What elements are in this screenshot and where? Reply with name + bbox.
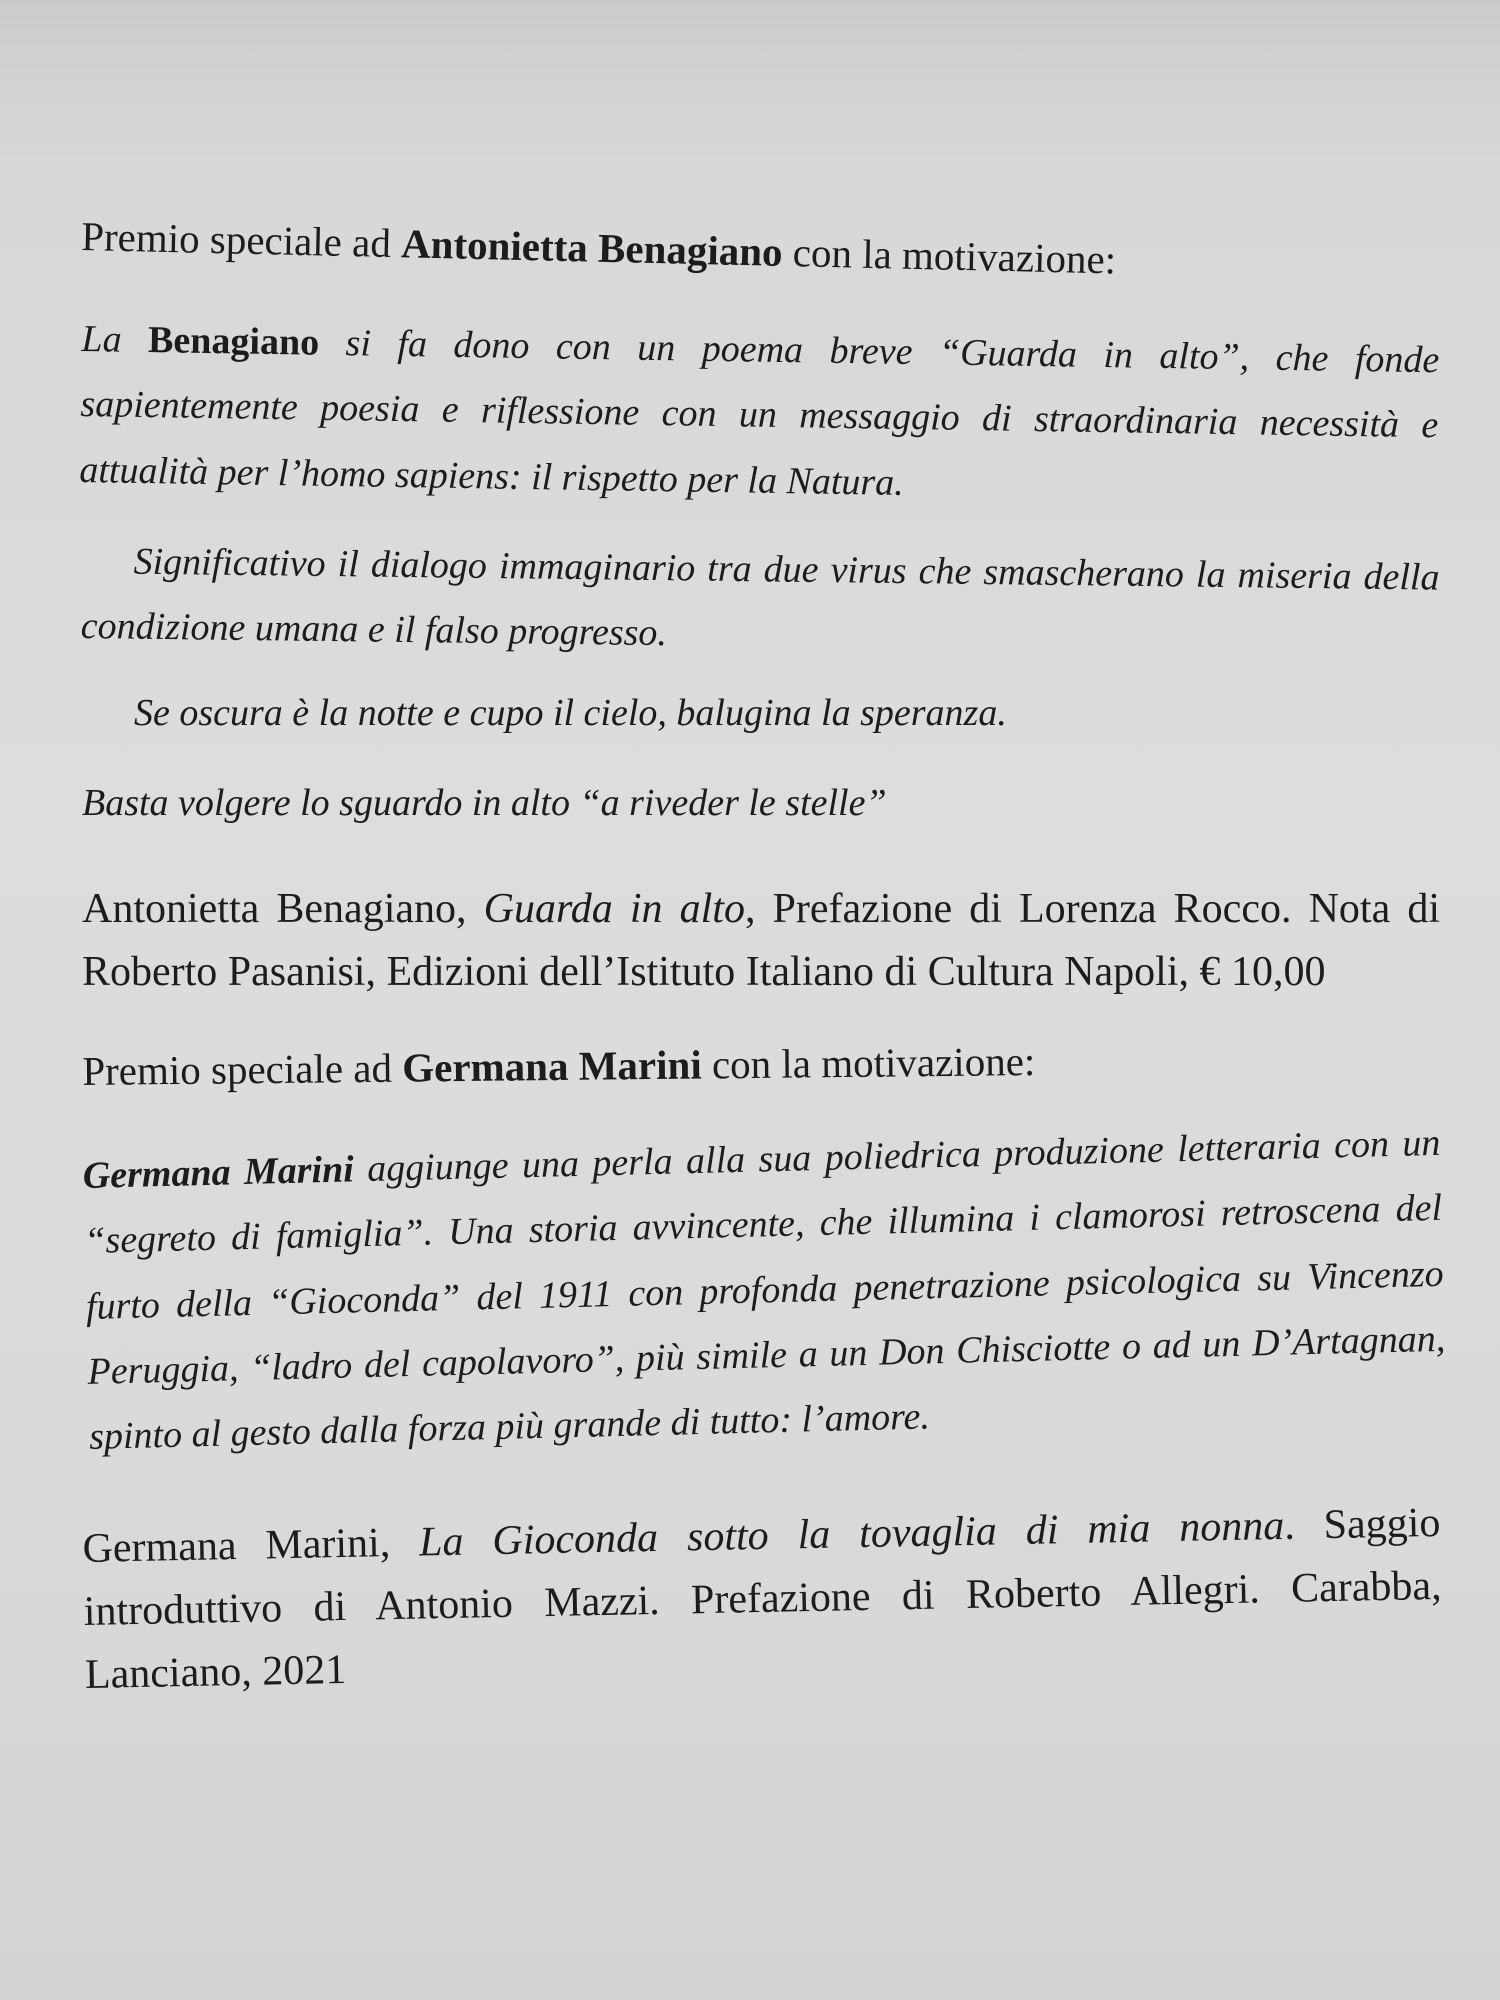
motivation-name: Benagiano — [147, 318, 320, 364]
award-suffix: con la motivazione: — [701, 1038, 1036, 1088]
motivation-paragraph: Basta volgere lo sguardo in alto “a riveder le stelle” — [82, 781, 887, 824]
award-prefix: Premio speciale ad — [80, 212, 402, 267]
credit-title: Guarda in alto — [483, 886, 745, 933]
motivation-text: si fa dono con un poema breve “Guarda in alto”, che fonde sapientemente poesia e riflessione con un messaggio di straordinaria necessità e attualità per l’homo sapiens: il rispetto per la Natura. — [79, 321, 1440, 504]
award-suffix: con la motivazione: — [782, 228, 1117, 283]
motivation-paragraph: Se oscura è la notte e cupo il cielo, balugina la speranza. — [134, 692, 1007, 735]
credit-title: La Gioconda sotto la tovaglia di mia nonna — [418, 1503, 1285, 1566]
motivation-name: Germana Marini — [82, 1147, 355, 1197]
awardee-name: Germana Marini — [401, 1041, 702, 1091]
credit-details: , Prefazione di Lorenza Rocco. Nota di Roberto Pasanisi, Edizioni dell’Istituto Italiano di Cultura Napoli, € 10,00 — [82, 886, 1440, 996]
book-credit-marini — [82, 1492, 1443, 1707]
award-heading-marini — [82, 1026, 1441, 1104]
award-prefix: Premio speciale ad — [82, 1044, 403, 1095]
motivation-paragraph — [82, 1110, 1448, 1470]
motivation-text: La — [81, 317, 149, 361]
credit-author: Antonietta Benagiano, — [82, 886, 484, 933]
motivation-paragraph: Significativo il dialogo immaginario tra due virus che smascherano la miseria della condizione umana e il falso progresso. — [80, 540, 1440, 655]
credit-author: Germana Marini, — [82, 1519, 420, 1573]
motivation-paragraph — [79, 307, 1440, 524]
awardee-name: Antonietta Benagiano — [400, 220, 784, 275]
motivation-text: aggiunge una perla alla sua poliedrica produzione letteraria con un “segreto di famiglia”. Una storia avvincente, che illumina i clamorosi retroscena del furto della “Gioconda” del 1911 con profonda penetrazione psicologica su Vincenzo Peruggia, “ladro del capolavoro”, più simile a un Don Chisciotte o ad un D’Artagnan, spinto al gesto dalla forza più grande di tutto: l’amore. — [83, 1121, 1446, 1458]
book-credit-benagiano — [82, 878, 1440, 1004]
credit-details: . Saggio introduttivo di Antonio Mazzi. Prefazione di Roberto Allegri. Carabba, Lanciano, 2021 — [83, 1500, 1442, 1699]
award-heading-benagiano — [81, 205, 1440, 299]
